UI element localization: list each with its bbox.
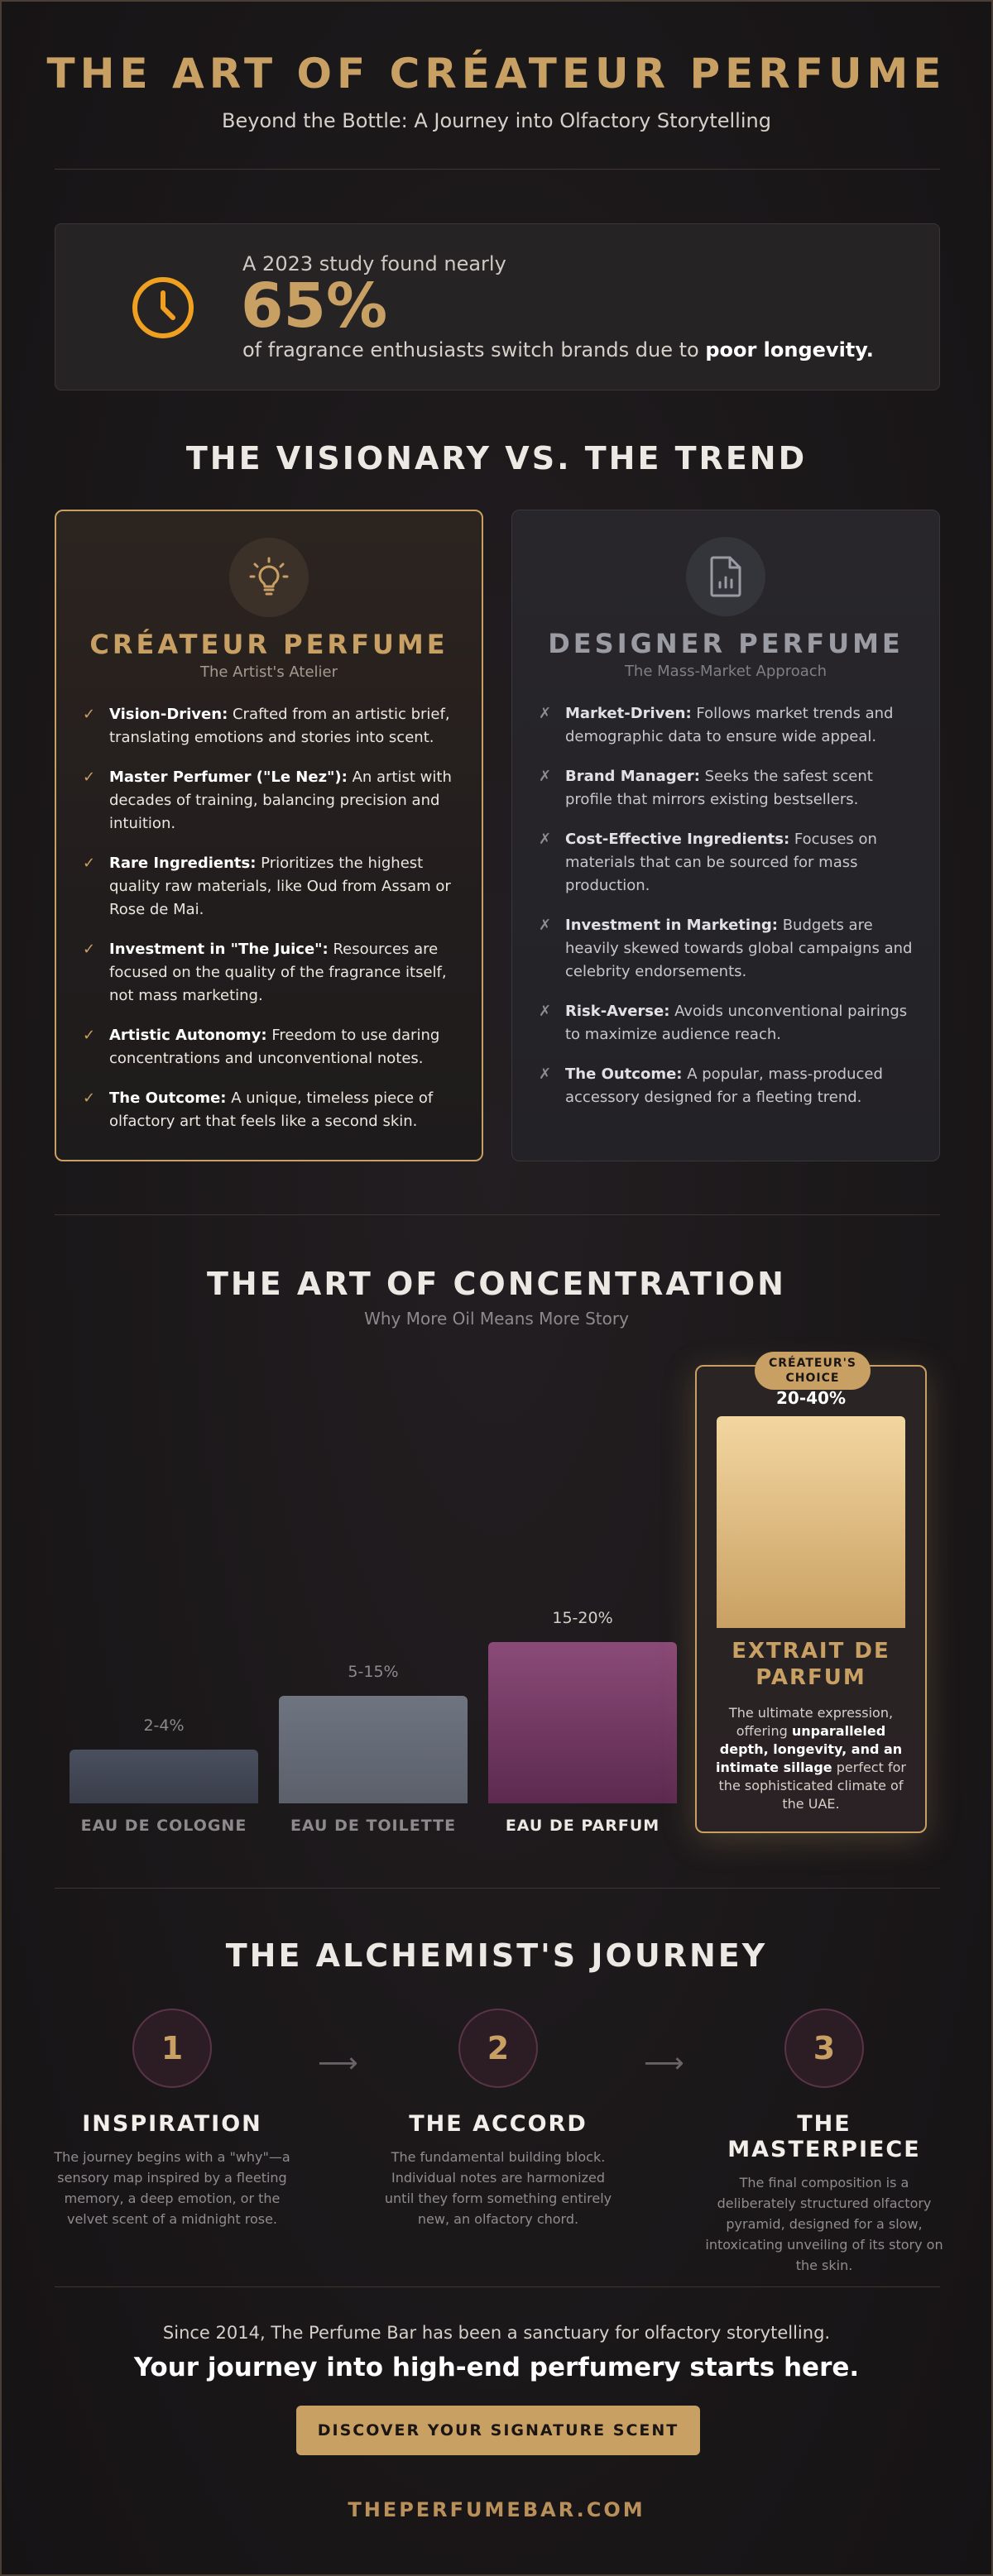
statistic-box xyxy=(55,223,940,390)
footer-headline: Your journey into high-end perfumery starts here. xyxy=(133,2353,860,2382)
step-description: The journey begins with a "why"—a sensory map inspired by a fleeting memory, a deep emotion, or the velvet scent of a midnight rose. xyxy=(54,2149,290,2227)
step-number: 1 xyxy=(132,2009,212,2088)
check-icon: ✓ xyxy=(83,855,96,872)
concentration-subtitle: Why More Oil Means More Story xyxy=(364,1309,629,1329)
item-text: Crafted from an artistic brief, translating emotions and stories into scent. xyxy=(109,706,450,746)
step-number: 2 xyxy=(458,2009,538,2088)
journey-step-masterpiece xyxy=(700,2009,948,2276)
cross-icon: ✗ xyxy=(539,917,552,934)
bar-category-label: EAU DE TOILETTE xyxy=(290,1817,457,1835)
step-description: The fundamental building block. Individual notes are harmonized until they form something entirely new, an olfactory chord. xyxy=(384,2149,612,2227)
arrow-right-icon: ⟶ xyxy=(318,2047,358,2080)
cross-icon: ✗ xyxy=(539,1065,552,1083)
item-text: Focuses on materials that can be sourced for mass production. xyxy=(565,831,877,894)
page-subtitle: Beyond the Bottle: A Journey into Olfactory Storytelling xyxy=(222,109,771,132)
item-text: Seeks the safest scent profile that mirrors existing bestsellers. xyxy=(565,768,873,808)
concentration-bar xyxy=(488,1642,677,1803)
list-item xyxy=(539,914,913,984)
item-label: Risk-Averse: xyxy=(565,1003,670,1020)
concentration-bar-group xyxy=(70,1717,258,1845)
step-title: THE MASTERPIECE xyxy=(727,2111,921,2162)
stat-value: 65% xyxy=(241,271,388,342)
step-description: The final composition is a deliberately structured olfactory pyramid, designed for a slow, intoxicating unveiling of its story on the skin. xyxy=(705,2175,943,2273)
journey-title: THE ALCHEMIST'S JOURNEY xyxy=(225,1937,768,1974)
page-title: THE ART OF CRÉATEUR PERFUME xyxy=(46,50,947,98)
bar-value-label: 2-4% xyxy=(143,1717,185,1735)
list-item xyxy=(539,1063,913,1109)
item-label: The Outcome: xyxy=(109,1089,227,1107)
divider xyxy=(55,1214,940,1215)
discover-scent-button[interactable]: DISCOVER YOUR SIGNATURE SCENT xyxy=(296,2406,700,2455)
bar-category-label: EAU DE COLOGNE xyxy=(80,1817,247,1835)
extrait-name-line-2: PARFUM xyxy=(756,1665,866,1690)
list-item xyxy=(83,852,455,922)
item-label: Brand Manager: xyxy=(565,768,700,785)
item-label: Investment in "The Juice": xyxy=(109,941,329,958)
stat-lead-text: A 2023 study found nearly xyxy=(242,252,506,275)
divider xyxy=(55,1888,940,1889)
item-text: Follows market trends and demographic data to ensure wide appeal. xyxy=(565,705,894,745)
item-label: Master Perfumer ("Le Nez"): xyxy=(109,768,348,786)
divider xyxy=(55,2286,940,2287)
item-label: Artistic Autonomy: xyxy=(109,1027,267,1044)
badge-line-1: CRÉATEUR'S xyxy=(769,1357,856,1370)
item-label: Investment in Marketing: xyxy=(565,917,778,934)
document-chart-icon xyxy=(686,537,765,616)
list-item xyxy=(539,828,913,898)
extrait-bar xyxy=(717,1416,905,1628)
check-icon: ✓ xyxy=(83,941,96,958)
createur-card xyxy=(55,510,483,1161)
list-item xyxy=(539,702,913,749)
cross-icon: ✗ xyxy=(539,705,552,722)
item-label: The Outcome: xyxy=(565,1065,683,1083)
list-item xyxy=(539,1000,913,1046)
item-text: Budgets are heavily skewed towards global campaigns and celebrity endorsements. xyxy=(565,917,913,980)
cross-icon: ✗ xyxy=(539,831,552,848)
step-title: THE ACCORD xyxy=(409,2111,588,2137)
cross-icon: ✗ xyxy=(539,1003,552,1020)
arrow-right-icon: ⟶ xyxy=(644,2047,684,2080)
item-text: Prioritizes the highest quality raw materials, like Oud from Assam or Rose de Mai. xyxy=(109,855,451,918)
step-number: 3 xyxy=(784,2009,864,2088)
journey-step-accord xyxy=(374,2009,622,2229)
item-text: Avoids unconventional pairings to maximize audience reach. xyxy=(565,1003,908,1043)
list-item xyxy=(539,765,913,812)
createurs-choice-badge xyxy=(755,1352,871,1390)
website-link[interactable]: THEPERFUMEBAR.COM xyxy=(348,2498,645,2521)
clock-icon xyxy=(130,275,196,341)
concentration-bar-group xyxy=(488,1609,677,1845)
concentration-bar xyxy=(70,1750,258,1803)
item-text: Freedom to use daring concentrations and unconventional notes. xyxy=(109,1027,440,1067)
footer-tagline: Since 2014, The Perfume Bar has been a sanctuary for olfactory storytelling. xyxy=(162,2323,831,2343)
item-text: Resources are focused on the quality of the fragrance itself, not mass marketing. xyxy=(109,941,447,1004)
item-label: Market-Driven: xyxy=(565,705,692,722)
stat-description xyxy=(242,338,874,362)
item-label: Cost-Effective Ingredients: xyxy=(565,831,790,848)
extrait-range: 20-40% xyxy=(775,1388,846,1408)
comparison-title: THE VISIONARY VS. THE TREND xyxy=(185,440,808,476)
check-icon: ✓ xyxy=(83,1089,96,1107)
designer-card xyxy=(511,510,940,1161)
check-icon: ✓ xyxy=(83,706,96,723)
cross-icon: ✗ xyxy=(539,768,552,785)
list-item xyxy=(83,938,455,1008)
check-icon: ✓ xyxy=(83,768,96,786)
stat-tail-text: of fragrance enthusiasts switch brands due to xyxy=(242,338,706,362)
designer-feature-list xyxy=(539,702,913,1126)
extrait-desc-text: The ultimate expression, offering xyxy=(728,1705,894,1739)
bar-value-label: 15-20% xyxy=(552,1609,613,1627)
item-text: An artist with decades of training, balancing precision and intuition. xyxy=(109,768,452,832)
extrait-desc-text-2: perfect for the sophisticated climate of the UAE. xyxy=(718,1760,906,1812)
list-item xyxy=(83,1087,455,1133)
item-text: A unique, timeless piece of olfactory art that feels like a second skin. xyxy=(109,1089,434,1130)
list-item xyxy=(83,766,455,836)
stat-tail-bold: poor longevity. xyxy=(705,338,874,362)
extrait-name xyxy=(695,1638,927,1691)
designer-title: DESIGNER PERFUME xyxy=(548,628,904,659)
list-item xyxy=(83,1024,455,1070)
createur-title: CRÉATEUR PERFUME xyxy=(89,629,449,660)
item-label: Vision-Driven: xyxy=(109,706,228,723)
extrait-desc-bold: unparalleled depth, longevity, and an intimate sillage xyxy=(716,1723,903,1775)
check-icon: ✓ xyxy=(83,1027,96,1044)
item-text: A popular, mass-produced accessory designed for a fleeting trend. xyxy=(565,1065,883,1106)
bar-category-label: EAU DE PARFUM xyxy=(505,1817,660,1835)
concentration-bar xyxy=(279,1696,468,1803)
createur-feature-list xyxy=(83,703,455,1150)
list-item xyxy=(83,703,455,749)
divider xyxy=(55,169,940,170)
concentration-title: THE ART OF CONCENTRATION xyxy=(207,1266,786,1302)
lightbulb-icon xyxy=(229,538,309,617)
journey-step-inspiration xyxy=(48,2009,296,2229)
item-label: Rare Ingredients: xyxy=(109,855,257,872)
badge-line-2: CHOICE xyxy=(785,1372,840,1385)
createur-subtitle: The Artist's Atelier xyxy=(199,663,338,681)
step-title: INSPIRATION xyxy=(82,2111,262,2137)
extrait-description xyxy=(713,1704,909,1813)
designer-subtitle: The Mass-Market Approach xyxy=(624,663,828,680)
concentration-bar-group xyxy=(279,1663,468,1845)
bar-value-label: 5-15% xyxy=(348,1663,399,1681)
extrait-name-line-1: EXTRAIT DE xyxy=(732,1639,890,1664)
